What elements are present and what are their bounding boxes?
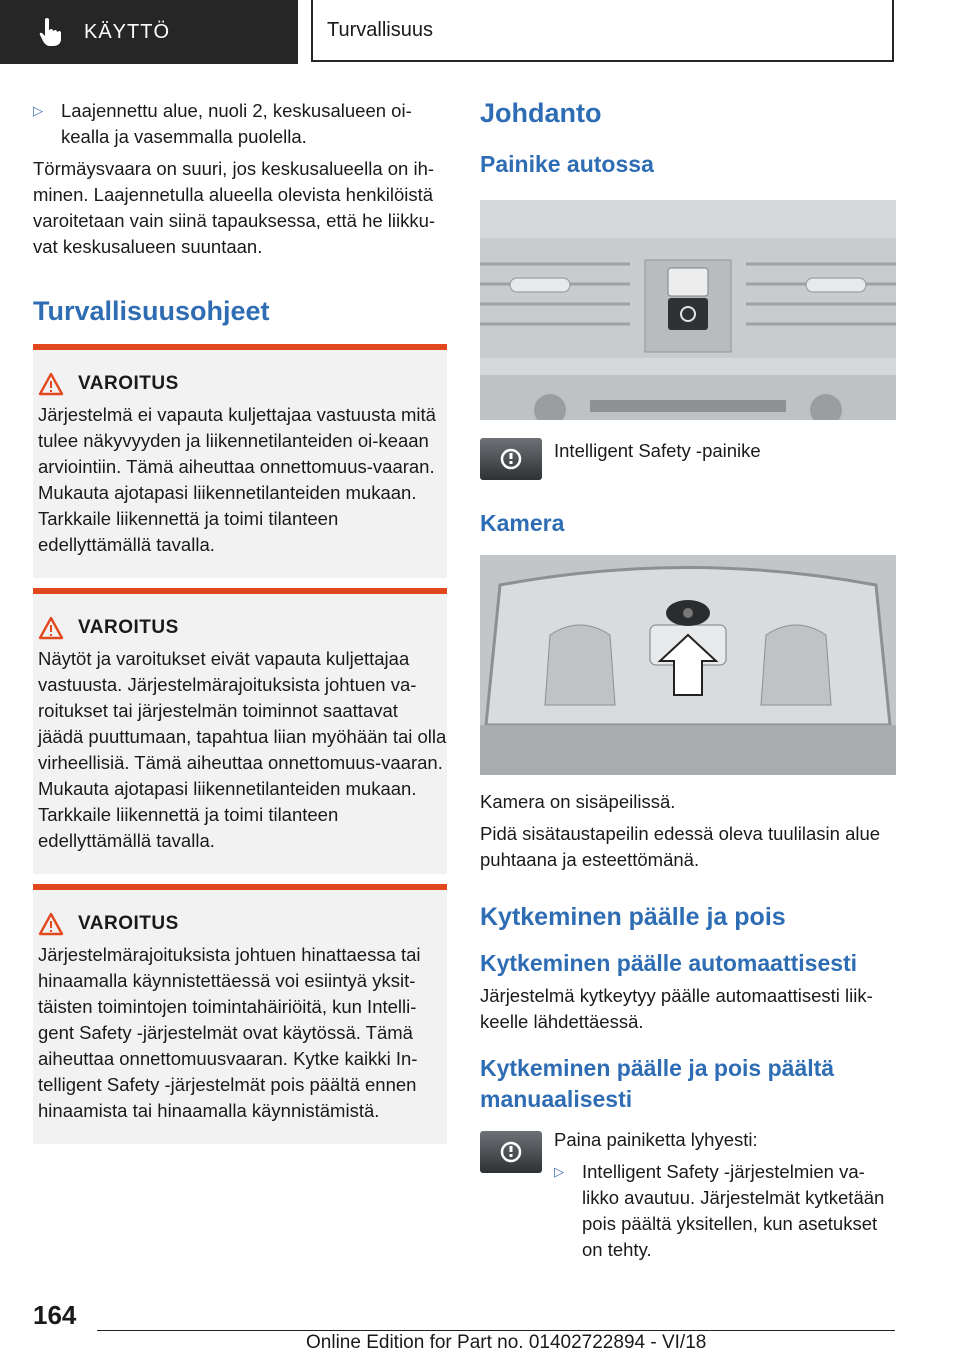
warning-box	[33, 884, 447, 1144]
page-number: 164	[33, 1300, 77, 1330]
dashboard-button-photo	[480, 200, 896, 420]
header-tab	[0, 0, 298, 64]
bullet-text: Laajennettu alue, nuoli 2, keskusalueen oi-kealla ja vasemmalla puolella.	[61, 100, 412, 147]
paragraph: Törmäysvaara on suuri, jos keskusalueella on ih-minen. Laajennetulla alueella olevista henkilöistä varoitetaan vain siinä tapauksessa, että he liikku-vat keskusalueen suuntaan.	[33, 158, 436, 257]
dashboard-illustration	[480, 200, 896, 420]
section-tab-label: KÄYTTÖ	[84, 20, 171, 43]
icon-caption-row	[480, 438, 896, 480]
warning-triangle-icon	[38, 616, 64, 640]
intelligent-safety-button-icon	[480, 438, 542, 480]
list-item	[554, 1159, 896, 1263]
warning-box	[33, 344, 447, 578]
warning-title: VAROITUS	[78, 913, 179, 934]
subsection-heading: Kamera	[480, 510, 565, 536]
icon-caption: Intelligent Safety -painike	[554, 440, 761, 461]
icon-caption-row	[480, 1127, 896, 1263]
footer-edition: Online Edition for Part no. 01402722894 - VI/18	[306, 1332, 707, 1353]
section-heading: Kytkeminen päälle ja pois	[480, 903, 786, 931]
footer-divider	[97, 1330, 895, 1331]
camera-photo	[480, 555, 896, 775]
right-column	[480, 98, 896, 1263]
warning-title: VAROITUS	[78, 373, 179, 394]
warning-triangle-icon	[38, 372, 64, 396]
windshield-illustration	[480, 555, 896, 775]
triangle-bullet-icon: ▷	[554, 1164, 564, 1179]
list-item	[33, 98, 447, 150]
subsection-heading: Kytkeminen päälle ja pois päältä manuaalisesti	[480, 1055, 835, 1112]
triangle-bullet-icon: ▷	[33, 103, 43, 118]
warning-box	[33, 588, 447, 874]
chapter-title: Turvallisuus	[311, 0, 894, 62]
warning-text: Näytöt ja varoitukset eivät vapauta kuljettajaa vastuusta. Järjestelmärajoituksista johtuen va-roitukset tai järjestelmän toiminnot saattavat jäädä puuttumaan, tapahtua liian myöhään tai olla virheellisiä. Tämä aiheuttaa onnettomuus-vaaran. Mukauta ajotapasi liikennetilanteiden mukaan. Tarkkaile liikennettä ja toimi tilanteen edellyttämällä tavalla.	[38, 648, 447, 851]
section-heading: Turvallisuusohjeet	[33, 296, 270, 326]
paragraph: Paina painiketta lyhyesti:	[554, 1129, 758, 1150]
warning-title: VAROITUS	[78, 617, 179, 638]
warning-text: Järjestelmä ei vapauta kuljettajaa vastuusta mitä tulee näkyvyyden ja liikennetilanteiden oi-keaan arviointiin. Tämä aiheuttaa onnettomuus-vaaran. Mukauta ajotapasi liikennetilanteiden mukaan. Tarkkaile liikennettä ja toimi tilanteen edellyttämällä tavalla.	[38, 404, 436, 555]
subsection-heading: Kytkeminen päälle automaattisesti	[480, 950, 858, 976]
paragraph: Kamera on sisäpeilissä.	[480, 791, 676, 812]
paragraph: Pidä sisätaustapeilin edessä oleva tuulilasin alue puhtaana ja esteettömänä.	[480, 823, 881, 870]
subsection-heading: Painike autossa	[480, 151, 654, 177]
section-heading: Johdanto	[480, 98, 602, 128]
intelligent-safety-button-icon	[480, 1131, 542, 1173]
hand-icon	[38, 17, 64, 47]
warning-triangle-icon	[38, 912, 64, 936]
paragraph: Järjestelmä kytkeytyy päälle automaattisesti liik-keelle lähdettäessä.	[480, 985, 873, 1032]
bullet-text: Intelligent Safety -järjestelmien va-likko avautuu. Järjestelmät kytketään pois päältä yksitellen, kun asetukset on tehty.	[582, 1161, 885, 1260]
warning-text: Järjestelmärajoituksista johtuen hinattaessa tai hinaamalla käynnistettäessä voi esiintyä yksit-täisten toimintojen toimintahäiriöitä, kun Intelli-gent Safety -järjestelmät ovat käytössä. Tämä aiheuttaa onnettomuusvaaran. Kytke kaikki In-telligent Safety -järjestelmät pois päältä ennen hinaamista tai hinaamalla käynnistämistä.	[38, 944, 421, 1121]
left-column	[33, 98, 447, 1144]
